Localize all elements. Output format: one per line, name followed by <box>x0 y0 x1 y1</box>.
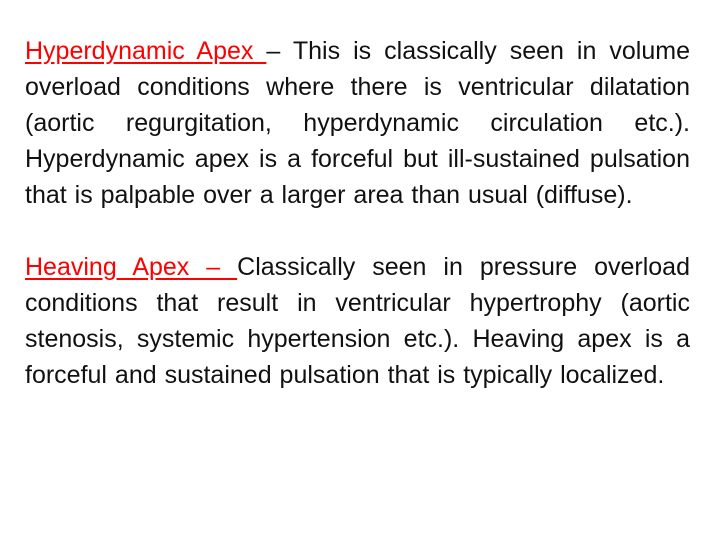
paragraph-hyperdynamic-apex <box>25 33 690 213</box>
description-hyperdynamic-apex: – This is classically seen in volume overload conditions where there is ventricular dilatation (aortic regurgitation, hyperdynamic circulation etc.). Hyperdynamic apex is a forceful but ill-sustained pulsation that is palpable over a larger area than usual (diffuse). <box>25 37 690 209</box>
slide-content <box>25 33 690 393</box>
term-heaving-apex: Heaving Apex – <box>25 253 238 281</box>
paragraph-heaving-apex <box>25 249 690 393</box>
description-heaving-apex: Classically seen in pressure overload conditions that result in ventricular hypertrophy (aortic stenosis, systemic hypertension etc.). Heaving apex is a forceful and sustained pulsation that is typically localized. <box>25 253 690 389</box>
term-hyperdynamic-apex: Hyperdynamic Apex <box>25 37 267 65</box>
